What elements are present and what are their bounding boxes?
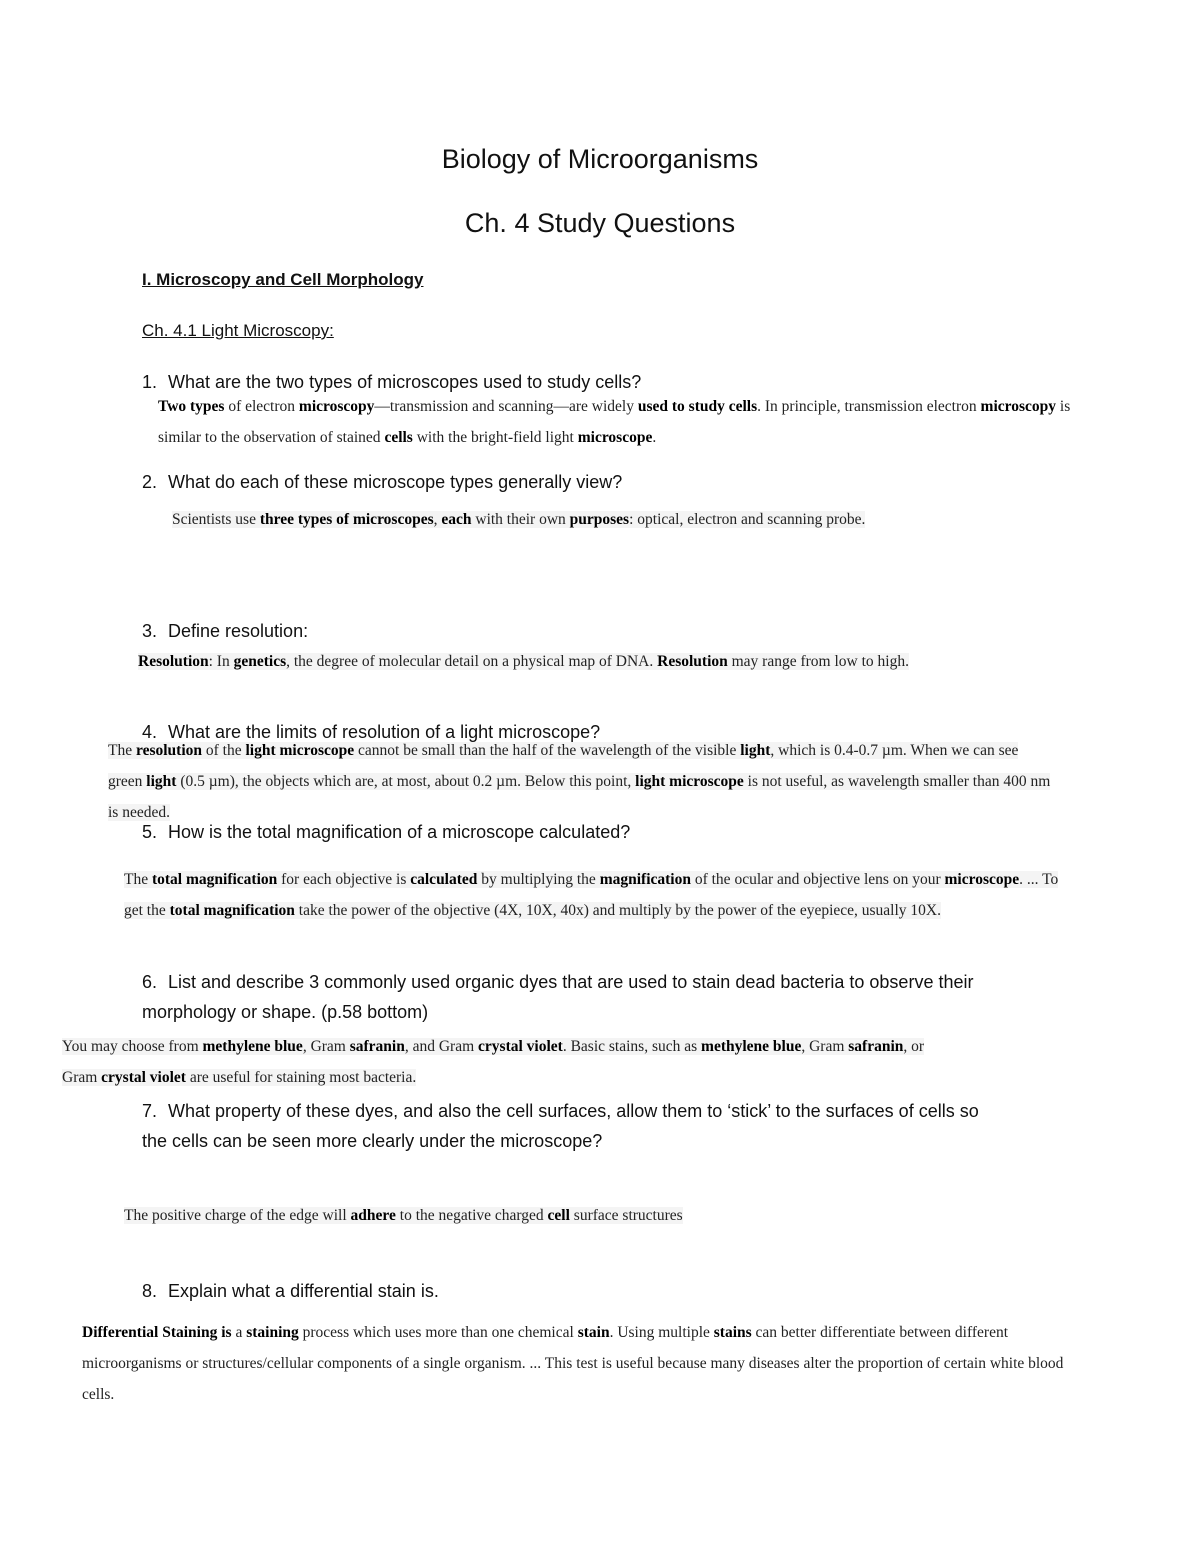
question-text: What are the two types of microscopes used to study cells? bbox=[168, 372, 642, 392]
answer-line: get the total magnification take the power of the objective (4X, 10X, 40x) and multiply by the power of the eyepiece, usually 10X. bbox=[124, 902, 941, 919]
answer-line: The resolution of the light microscope cannot be small than the half of the wavelength of the visible light, which is 0.4-0.7 µm. When we can see bbox=[108, 742, 1019, 759]
question-text: How is the total magnification of a microscope calculated? bbox=[168, 822, 631, 842]
question-3 bbox=[142, 616, 308, 646]
question-number: 7. bbox=[142, 1101, 158, 1121]
answer-2 bbox=[172, 504, 865, 535]
answer-line: Gram crystal violet are useful for staining most bacteria. bbox=[62, 1069, 417, 1086]
answer-line: Resolution: In genetics, the degree of molecular detail on a physical map of DNA. Resolution may range from low to high. bbox=[138, 653, 909, 670]
question-text: Explain what a differential stain is. bbox=[168, 1281, 439, 1301]
question-8 bbox=[142, 1276, 439, 1306]
document-subtitle: Ch. 4 Study Questions bbox=[464, 208, 736, 238]
answer-line: Two types of electron microscopy—transmission and scanning—are widely used to study cells. In principle, transmission electron microscopy is bbox=[158, 398, 1071, 415]
answer-line: microorganisms or structures/cellular components of a single organism. ... This test is useful because many diseases alter the proportion of certain white blood bbox=[82, 1355, 1064, 1372]
answer-line: The positive charge of the edge will adhere to the negative charged cell surface structures bbox=[124, 1207, 683, 1224]
answer-line: is needed. bbox=[108, 804, 170, 821]
answer-4 bbox=[108, 735, 1050, 828]
question-text: What do each of these microscope types generally view? bbox=[168, 472, 623, 492]
section-heading: I. Microscopy and Cell Morphology bbox=[142, 270, 424, 289]
answer-3 bbox=[138, 646, 909, 677]
answer-6 bbox=[62, 1031, 924, 1093]
question-5 bbox=[142, 817, 630, 847]
question-number: 5. bbox=[142, 822, 158, 842]
question-text: List and describe 3 commonly used organic dyes that are used to stain dead bacteria to observe their bbox=[168, 972, 974, 992]
question-text: Define resolution: bbox=[168, 621, 309, 641]
answer-8 bbox=[82, 1317, 1200, 1410]
answer-line: cells. bbox=[82, 1386, 115, 1403]
question-number: 4. bbox=[142, 722, 158, 742]
answer-line: You may choose from methylene blue, Gram safranin, and Gram crystal violet. Basic stains, such as methylene blue, Gram safranin, or bbox=[62, 1038, 925, 1055]
question-text-continued: morphology or shape. (p.58 bottom) bbox=[142, 1002, 429, 1022]
question-6 bbox=[142, 967, 973, 1027]
question-number: 8. bbox=[142, 1281, 158, 1301]
question-text: What property of these dyes, and also the cell surfaces, allow them to ‘stick’ to the surfaces of cells so bbox=[168, 1101, 979, 1121]
question-number: 1. bbox=[142, 372, 158, 392]
question-text-continued: the cells can be seen more clearly under the microscope? bbox=[142, 1131, 603, 1151]
answer-line: Scientists use three types of microscopes, each with their own purposes: optical, electron and scanning probe. bbox=[172, 511, 866, 528]
question-text: What are the limits of resolution of a light microscope? bbox=[168, 722, 601, 742]
document-title: Biology of Microorganisms bbox=[441, 144, 759, 174]
answer-line: Differential Staining is a staining process which uses more than one chemical stain. Using multiple stains can better differentiate between different bbox=[82, 1324, 1009, 1341]
answer-line: green light (0.5 µm), the objects which are, at most, about 0.2 µm. Below this point, light microscope is not useful, as wavelength smaller than 400 nm bbox=[108, 773, 1051, 790]
answer-line: similar to the observation of stained cells with the bright-field light microscope. bbox=[158, 429, 657, 446]
question-2 bbox=[142, 467, 622, 497]
question-number: 2. bbox=[142, 472, 158, 492]
question-number: 3. bbox=[142, 621, 158, 641]
answer-7 bbox=[124, 1200, 683, 1231]
answer-5 bbox=[124, 864, 1058, 926]
question-number: 6. bbox=[142, 972, 158, 992]
subsection-heading: Ch. 4.1 Light Microscopy: bbox=[142, 321, 334, 340]
answer-line: The total magnification for each objective is calculated by multiplying the magnification of the ocular and objective lens on your microscope. ... To bbox=[124, 871, 1059, 888]
answer-1 bbox=[158, 391, 1070, 453]
question-7 bbox=[142, 1096, 979, 1156]
